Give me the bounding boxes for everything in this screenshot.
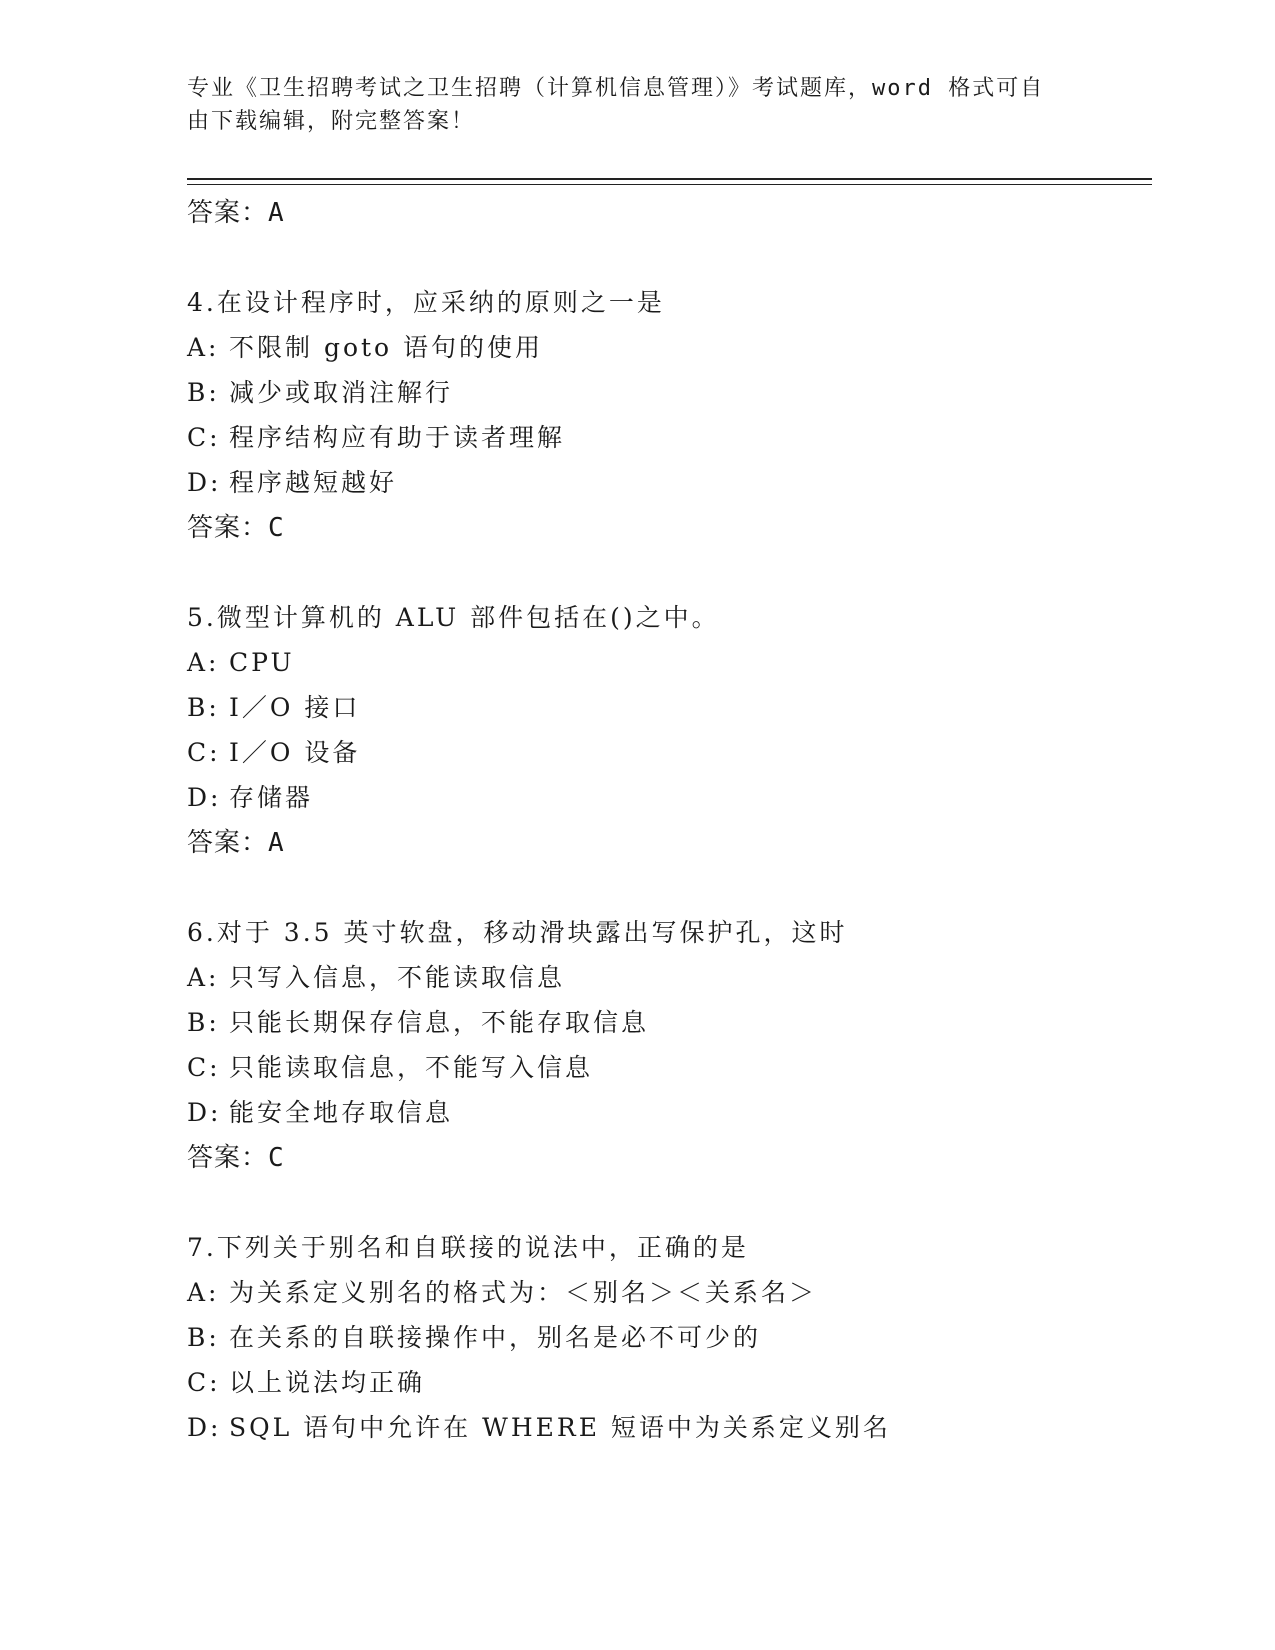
answer-line: 答案：C: [187, 513, 285, 543]
option-key: B:: [187, 693, 220, 722]
option-key: C:: [187, 738, 221, 767]
question-title: 6.对于 3.5 英寸软盘，移动滑块露出写保护孔，这时: [187, 918, 848, 947]
question-title: 4.在设计程序时，应采纳的原则之一是: [187, 288, 665, 317]
option-text: 在关系的自联接操作中，别名是必不可少的: [229, 1323, 762, 1352]
document-header: [187, 72, 1087, 138]
option-b: [187, 685, 1152, 730]
option-c: [187, 415, 1152, 460]
option-c: [187, 1045, 1152, 1090]
option-text: CPU: [229, 648, 295, 677]
option-key: B:: [187, 1323, 220, 1352]
question-item: [187, 1225, 1152, 1450]
option-a: [187, 640, 1152, 685]
option-key: C:: [187, 1368, 221, 1397]
option-text: 存储器: [229, 783, 314, 812]
question-list: [187, 190, 1152, 1450]
option-c: [187, 730, 1152, 775]
header-line-1: 专业《卫生招聘考试之卫生招聘（计算机信息管理）》考试题库，word 格式可自: [187, 76, 1045, 101]
option-d: [187, 1090, 1152, 1135]
option-text: 程序结构应有助于读者理解: [229, 423, 566, 452]
option-text: 能安全地存取信息: [229, 1098, 454, 1127]
option-text: 为关系定义别名的格式为：＜别名＞＜关系名＞: [229, 1278, 818, 1307]
header-divider-thick: [187, 178, 1152, 180]
answer-line: 答案：A: [187, 828, 285, 858]
option-a: [187, 325, 1152, 370]
question-title: 7.下列关于别名和自联接的说法中，正确的是: [187, 1233, 749, 1262]
option-key: A:: [187, 333, 220, 362]
option-key: B:: [187, 1008, 220, 1037]
option-key: D:: [187, 1098, 222, 1127]
option-text: 只写入信息，不能读取信息: [229, 963, 566, 992]
option-text: 只能长期保存信息，不能存取信息: [229, 1008, 650, 1037]
option-d: [187, 1405, 1152, 1450]
option-d: [187, 775, 1152, 820]
option-key: C:: [187, 1053, 221, 1082]
option-c: [187, 1360, 1152, 1405]
option-key: A:: [187, 1278, 220, 1307]
option-text: 不限制 goto 语句的使用: [229, 333, 544, 362]
option-text: 以上说法均正确: [229, 1368, 426, 1397]
option-text: 只能读取信息，不能写入信息: [229, 1053, 594, 1082]
question-title: 5.微型计算机的 ALU 部件包括在()之中。: [187, 603, 720, 632]
option-key: D:: [187, 783, 222, 812]
option-b: [187, 370, 1152, 415]
option-a: [187, 955, 1152, 1000]
header-line-2: 由下载编辑，附完整答案！: [187, 109, 476, 134]
option-key: D:: [187, 468, 222, 497]
option-b: [187, 1315, 1152, 1360]
option-a: [187, 1270, 1152, 1315]
option-key: B:: [187, 378, 220, 407]
option-text: I／O 设备: [229, 738, 361, 767]
option-b: [187, 1000, 1152, 1045]
option-text: SQL 语句中允许在 WHERE 短语中为关系定义别名: [229, 1413, 891, 1442]
option-key: A:: [187, 648, 220, 677]
question-item: [187, 595, 1152, 866]
option-text: I／O 接口: [229, 693, 361, 722]
option-text: 减少或取消注解行: [229, 378, 454, 407]
question-item: [187, 280, 1152, 551]
header-divider-thin: [187, 184, 1152, 185]
option-key: D:: [187, 1413, 222, 1442]
option-key: A:: [187, 963, 220, 992]
question-item: [187, 910, 1152, 1181]
option-text: 程序越短越好: [229, 468, 398, 497]
answer-line: 答案：C: [187, 1143, 285, 1173]
answer-line: 答案：A: [187, 198, 285, 228]
option-d: [187, 460, 1152, 505]
option-key: C:: [187, 423, 221, 452]
